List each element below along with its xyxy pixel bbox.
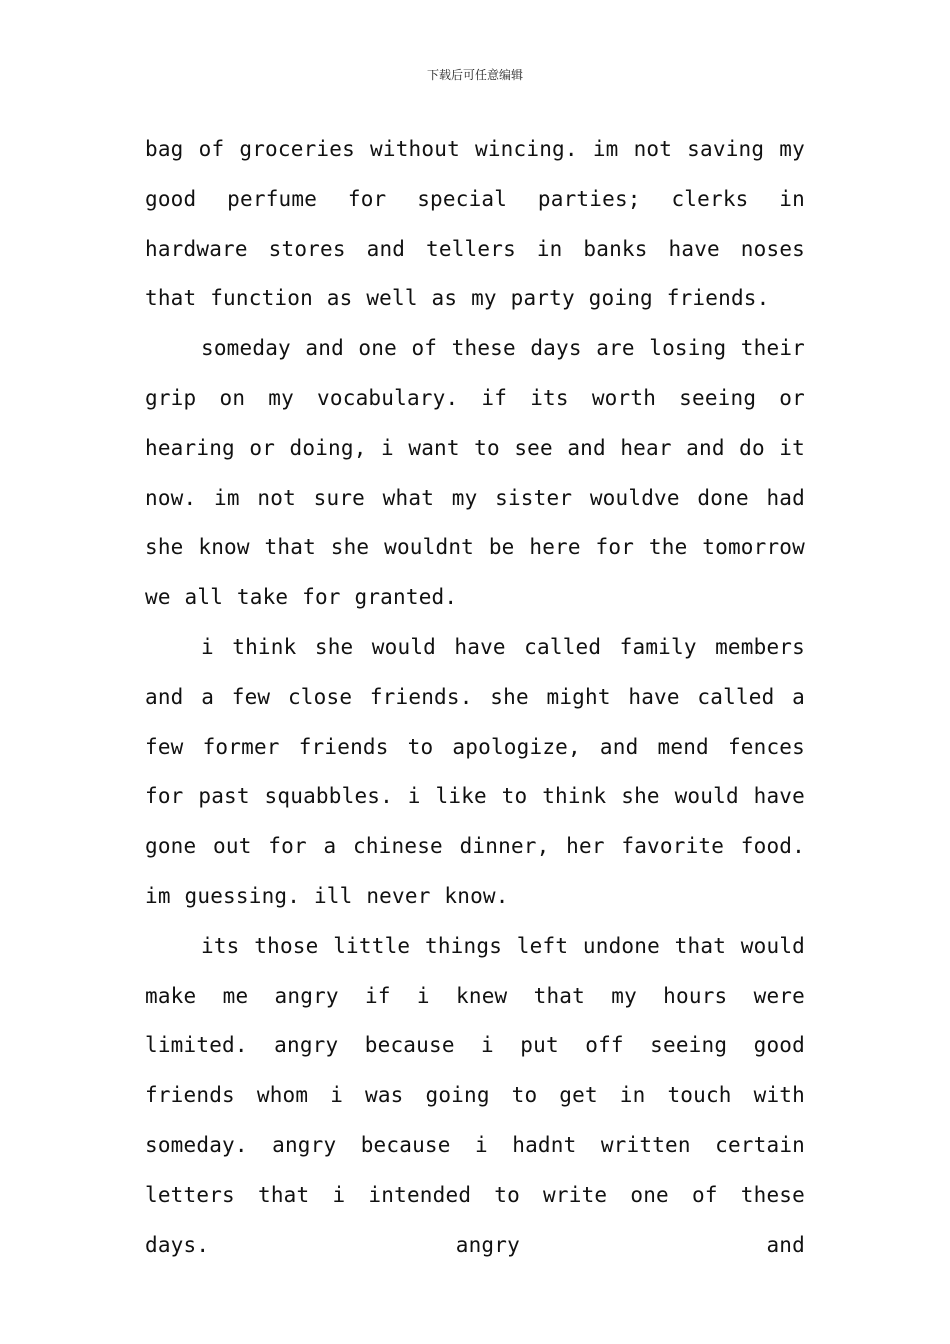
- document-body: [145, 125, 805, 1270]
- paragraph-3: i think she would have called family members and a few close friends. she might have called a few former friends to apologize, and mend fences for past squabbles. i like to think she would have gone out for a chinese dinner, her favorite food. im guessing. ill never know.: [145, 634, 805, 908]
- paragraph-4: its those little things left undone that would make me angry if i knew that my hours were limited. angry because i put off seeing good friends whom i was going to get in touch with someday. angry because i hadnt written certain letters that i intended to write one of these days. angry and: [145, 933, 805, 1257]
- paragraph-1: bag of groceries without wincing. im not saving my good perfume for special parties; clerks in hardware stores and tellers in banks have noses that function as well as my party going friends.: [145, 137, 805, 311]
- page-header: 下载后可任意编辑: [426, 68, 523, 82]
- paragraph-2: someday and one of these days are losing their grip on my vocabulary. if its worth seeing or hearing or doing, i want to see and hear and do it now. im not sure what my sister wouldve done had she know that she wouldnt be here for the tomorrow we all take for granted.: [145, 336, 805, 610]
